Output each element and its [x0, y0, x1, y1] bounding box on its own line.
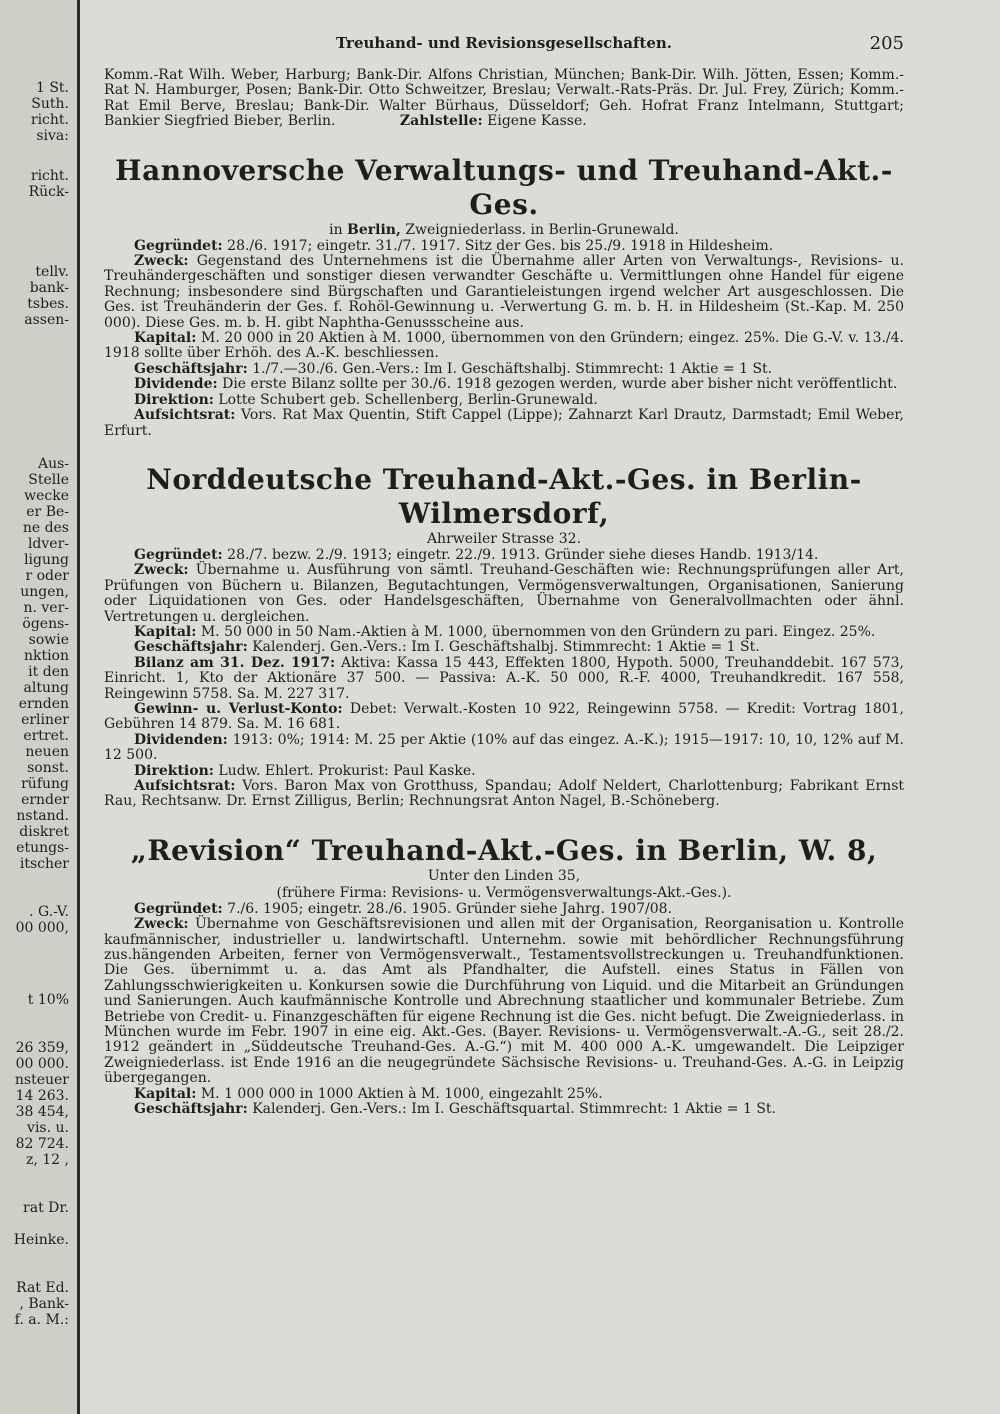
paragraph-label: Aufsichtsrat: [134, 778, 236, 794]
margin-fragment: erliner [21, 712, 69, 728]
page-number: 205 [869, 33, 904, 54]
margin-fragment: 14 263. [15, 1088, 69, 1104]
paragraph-text: Vors. Rat Max Quentin, Stift Cappel (Lippe); Zahnarzt Karl Drautz, Darmstadt; Emil Weber, Erfurt. [104, 407, 904, 439]
paragraph-label: Geschäftsjahr: [134, 360, 248, 377]
firm-title: Hannoversche Verwaltungs- und Treuhand-Akt.-Ges. [115, 153, 893, 221]
margin-fragment: Rat Ed. [16, 1280, 69, 1296]
paragraph-label: Gewinn- u. Verlust-Konto: [134, 700, 343, 717]
paragraph-text: 28./6. 1917; eingetr. 31./7. 1917. Sitz der Ges. bis 25./9. 1918 in Hildesheim. [227, 237, 774, 254]
entry-paragraph [104, 902, 904, 917]
running-head [104, 33, 904, 66]
margin-fragment: bank- [29, 280, 69, 296]
paragraph-text: Übernahme u. Ausführung von sämtl. Treuhand-Geschäften wie: Rechnungsprüfungen aller Art, Prüfungen von Büchern u. Bilanzen, Begutachtungen, Vermögensverwaltungen, Organisationen, Sanierung oder Liquidationen von Ges. oder Handelsgeschäften, Übernahme von Generalvollmachten oder ähnl. Vertretungen u. dergleichen. [104, 562, 904, 625]
address-city: Berlin, [347, 221, 401, 238]
margin-fragment: Rück- [28, 184, 69, 200]
entry-paragraph [104, 702, 904, 733]
margin-fragment: 26 359, [15, 1040, 69, 1056]
former-name: (frühere Firma: Revisions- u. Vermögensverwaltungs-Akt.-Ges.). [276, 884, 732, 901]
entry-paragraph [104, 393, 904, 408]
paragraph-label: Kapital: [134, 330, 197, 347]
margin-fragment: ögens- [22, 616, 69, 632]
paragraph-label: Bilanz am 31. Dez. 1917: [134, 654, 336, 671]
margin-fragment: ernden [18, 696, 69, 712]
firm-address [104, 222, 904, 239]
paragraph-label: Gegründet: [134, 546, 223, 563]
entry-paragraph [104, 625, 904, 640]
paragraph-label: Zweck: [134, 916, 189, 933]
paragraph-text: 1./7.—30./6. Gen.-Vers.: Im I. Geschäftshalbj. Stimmrecht: 1 Aktie = 1 St. [252, 360, 773, 377]
paragraph-text: M. 1 000 000 in 1000 Aktien à M. 1000, eingezahlt 25%. [200, 1085, 603, 1102]
margin-fragment: richt. [30, 168, 69, 184]
margin-fragment: r oder [25, 568, 69, 584]
margin-fragment: t 10% [27, 992, 69, 1008]
entry-paragraph [104, 1102, 904, 1117]
paragraph-label: Zweck: [134, 253, 189, 270]
paragraph-label: Gegründet: [134, 237, 223, 254]
paragraph-text: Gegenstand des Unternehmens ist die Übernahme aller Arten von Verwaltungs-, Revisions- u. Treuhändergeschäften und sonstiger diesen verwandter Geschäfte u. Vermittlungen ohne Handel für eigene Rechnung; insbesondere sind Bürgschaften und Garantieleistungen irgend welcher Art ausgeschlossen. Die Ges. ist Treuhänderin der Ges. f. Rohöl-Gewinnung u. -Verwertung G. m. b. H. in Hildesheim (St.-Kap. M. 250 000). Diese Ges. m. b. H. gibt Naphtha-Genussscheine aus. [104, 253, 904, 331]
paragraph-text: M. 20 000 in 20 Aktien à M. 1000, übernommen von den Gründern; eingez. 25%. Die G.-V. v. 13./4. 1918 sollte über Erhöh. des A.-K. beschliessen. [104, 330, 904, 362]
address-rest: Ahrweiler Strasse 32. [426, 530, 582, 547]
paragraph-label: Kapital: [134, 1085, 197, 1102]
margin-fragment: 1 St. [35, 80, 69, 96]
margin-fragment: Stelle [28, 472, 69, 488]
margin-fragment: 82 724. [15, 1136, 69, 1152]
paragraph-text: Debet: Verwalt.-Kosten 10 922, Reingewinn 5758. — Kredit: Vortrag 1801, Gebühren 14 879. Sa. M. 16 681. [104, 700, 904, 733]
margin-fragment: 00 000. [15, 1056, 69, 1072]
firm-title: „Revision“ Treuhand-Akt.-Ges. in Berlin, W. 8, [130, 833, 878, 867]
margin-fragment: ldver- [27, 536, 69, 552]
running-head-title: Treuhand- und Revisionsgesellschaften. [335, 34, 672, 52]
entry-paragraph [104, 563, 904, 625]
entry-paragraph [104, 917, 904, 1086]
margin-fragment: nsteuer [14, 1072, 69, 1088]
margin-fragment: ungen, [20, 584, 69, 600]
margin-fragment: nktion [23, 648, 69, 664]
paragraph-label: Dividende: [134, 376, 218, 393]
margin-fragment: diskret [19, 824, 69, 840]
entry-paragraph [104, 254, 904, 331]
entry-paragraph [104, 640, 904, 655]
margin-fragment: tsbes. [27, 296, 69, 312]
margin-fragment: vis. u. [27, 1120, 69, 1136]
margin-fragment: itscher [19, 856, 69, 872]
adjacent-page-margin [0, 0, 80, 1414]
continued-entry [104, 68, 904, 130]
margin-fragment: etungs- [16, 840, 69, 856]
margin-fragment: f. a. M.: [14, 1312, 69, 1328]
margin-fragment: ligung [24, 552, 69, 568]
entry-paragraph [104, 656, 904, 702]
firm-entry [104, 834, 904, 1118]
margin-fragment: Aus- [37, 456, 69, 472]
margin-fragment: altung [23, 680, 69, 696]
entry-paragraph [104, 331, 904, 362]
zahlstelle-label: Zahlstelle: [399, 113, 483, 130]
address-rest: Unter den Linden 35, [427, 867, 581, 884]
entry-paragraph [104, 408, 904, 439]
entry-paragraph [104, 764, 904, 779]
margin-fragment: richt. [30, 112, 69, 128]
address-rest: Zweigniederlass. in Berlin-Grunewald. [405, 221, 679, 238]
margin-fragment: 00 000, [15, 920, 69, 936]
paragraph-label: Direktion: [134, 391, 214, 408]
paragraph-label: Geschäftsjahr: [134, 1101, 248, 1118]
paragraph-text: 28./7. bezw. 2./9. 1913; eingetr. 22./9. 1913. Gründer siehe dieses Handb. 1913/14. [227, 546, 819, 563]
paragraph-text: 7./6. 1905; eingetr. 28./6. 1905. Gründer siehe Jahrg. 1907/08. [227, 900, 673, 917]
margin-fragment: siva: [36, 128, 69, 144]
margin-fragment: er Be- [26, 504, 69, 520]
paragraph-text: Aktiva: Kassa 15 443, Effekten 1800, Hypoth. 5000, Treuhanddebit. 167 573, Einricht. 1, Kto der Aktionäre 37 500. — Passiva: A.-K. 50 000, R.-F. 4000, Treuhandkredit. 167 558, Reingewinn 5758. Sa. M. 227 317. [104, 654, 905, 702]
paragraph-label: Gegründet: [134, 900, 223, 917]
paragraph-label: Kapital: [134, 623, 197, 640]
entry-paragraph [104, 733, 904, 764]
entries-list [104, 154, 904, 1118]
paragraph-text: Vors. Baron Max von Grotthuss, Spandau; Adolf Neldert, Charlottenburg; Fabrikant Ernst Rau, Rechtsanw. Dr. Ernst Zilligus, Berlin; Rechnungsrat Anton Nagel, B.-Schöneberg. [104, 778, 905, 810]
margin-fragment: . G.-V. [29, 904, 69, 920]
margin-fragment: 38 454, [15, 1104, 69, 1120]
paragraph-label: Zweck: [134, 562, 189, 579]
margin-fragment: rüfung [21, 776, 69, 792]
margin-fragment: rat Dr. [23, 1200, 69, 1216]
margin-fragment: wecke [24, 488, 69, 504]
firm-entry [104, 154, 904, 439]
margin-fragment: Suth. [31, 96, 69, 112]
entry-paragraph [104, 377, 904, 392]
document-page [104, 33, 905, 1396]
paragraph-label: Dividenden: [134, 731, 228, 748]
margin-fragment: neuen [25, 744, 69, 760]
margin-fragment: n. ver- [23, 600, 69, 616]
paragraph-label: Geschäftsjahr: [134, 639, 248, 656]
paragraph-label: Aufsichtsrat: [134, 407, 236, 424]
margin-fragment: nstand. [16, 808, 69, 824]
firm-address [104, 531, 904, 548]
entry-paragraph [104, 239, 904, 254]
zahlstelle-text: Eigene Kasse. [487, 113, 587, 130]
margin-fragment: sonst. [27, 760, 69, 776]
entry-paragraph [104, 1087, 904, 1102]
margin-fragment: Heinke. [13, 1232, 69, 1248]
margin-fragment: z, 12 , [26, 1152, 69, 1168]
margin-fragment: ertret. [23, 728, 69, 744]
margin-fragment: , Bank- [19, 1296, 69, 1312]
paragraph-text: M. 50 000 in 50 Nam.-Aktien à M. 1000, übernommen von den Gründern zu pari. Eingez. 25%. [200, 623, 876, 640]
paragraph-text: Übernahme von Geschäftsrevisionen und allen mit der Organisation, Reorganisation u. Kontrolle kaufmännischer, industrieller u. landwirtschaftl. Unternehm. sowie mit behördlicher Rechnungsführung zus.hängenden Arbeiten, ferner von Vermögensverwalt., Testamentsvollstreckungen u. Treuhandfunktionen. Die Ges. übernimmt u. a. das Amt als Pfandhalter, die Aufstell. eines Status in Fällen von Zahlungsschwierigkeiten u. Konkursen sowie die Durchführung von Liquid. und die Mitarbeit an Gründungen und Sanierungen. Auch kaufmännische Kontrolle und Abrechnung staatlicher und kommunaler Betriebe. Zum Betriebe von Credit- u. Finanzgeschäften für eigene Rechnung ist die Ges. nicht befugt. Die Zweigniederlass. in München wurde im Febr. 1907 in eine eig. Akt.-Ges. (Bayer. Revisions- u. Vermögensverwalt.-A.-G., seit 28./2. 1912 geändert in „Süddeutsche Treuhand-Ges. A.-G.“) mit M. 400 000 A.-K. umgewandelt. Die Leipziger Zweigniederlass. ist Ende 1916 an die neugegründete Sächsische Revisions- u. Treuhand-Ges. A.-G. in Leipzig übergegangen. [104, 916, 905, 1087]
margin-fragment: assen- [24, 312, 69, 328]
margin-fragment: ernder [21, 792, 69, 808]
address-prefix: in [329, 221, 343, 238]
continued-text: Komm.-Rat Wilh. Weber, Harburg; Bank-Dir. Alfons Christian, München; Bank-Dir. Wilh. Jötten, Essen; Komm.-Rat N. Hamburger, Posen; Bank-Dir. Otto Schweitzer, Breslau; Verwalt.-Rats-Präs. Dr. Jul. Frey, Zürich; Komm.-Rat Emil Berve, Breslau; Bank-Dir. Walter Bürhaus, Düsseldorf; Geh. Hofrat Franz Intelmann, Stuttgart; Bankier Siegfried Bieber, Berlin. [104, 67, 904, 130]
paragraph-text: Kalenderj. Gen.-Vers.: Im I. Geschäftshalbj. Stimmrecht: 1 Aktie = 1 St. [252, 639, 760, 656]
firm-entry [104, 463, 904, 810]
firm-title: Norddeutsche Treuhand-Akt.-Ges. in Berlin-Wilmersdorf, [146, 462, 862, 530]
entry-paragraph [104, 548, 904, 563]
firm-address [104, 868, 904, 885]
margin-fragment: ne des [22, 520, 69, 536]
paragraph-text: Die erste Bilanz sollte per 30./6. 1918 gezogen werden, wurde aber bisher nicht veröffentlicht. [222, 376, 898, 393]
margin-fragment: sowie [28, 632, 69, 648]
margin-fragment: tellv. [35, 264, 69, 280]
entry-paragraph [104, 362, 904, 377]
paragraph-text: 1913: 0%; 1914: M. 25 per Aktie (10% auf das eingez. A.-K.); 1915—1917: 10, 10, 12% auf M. 12 500. [104, 731, 904, 764]
paragraph-label: Direktion: [134, 762, 214, 779]
paragraph-text: Kalenderj. Gen.-Vers.: Im I. Geschäftsquartal. Stimmrecht: 1 Aktie = 1 St. [252, 1101, 776, 1118]
entry-paragraph [104, 779, 904, 810]
margin-fragment: it den [28, 664, 69, 680]
paragraph-text: Ludw. Ehlert. Prokurist: Paul Kaske. [218, 762, 476, 779]
paragraph-text: Lotte Schubert geb. Schellenberg, Berlin-Grunewald. [218, 391, 598, 408]
